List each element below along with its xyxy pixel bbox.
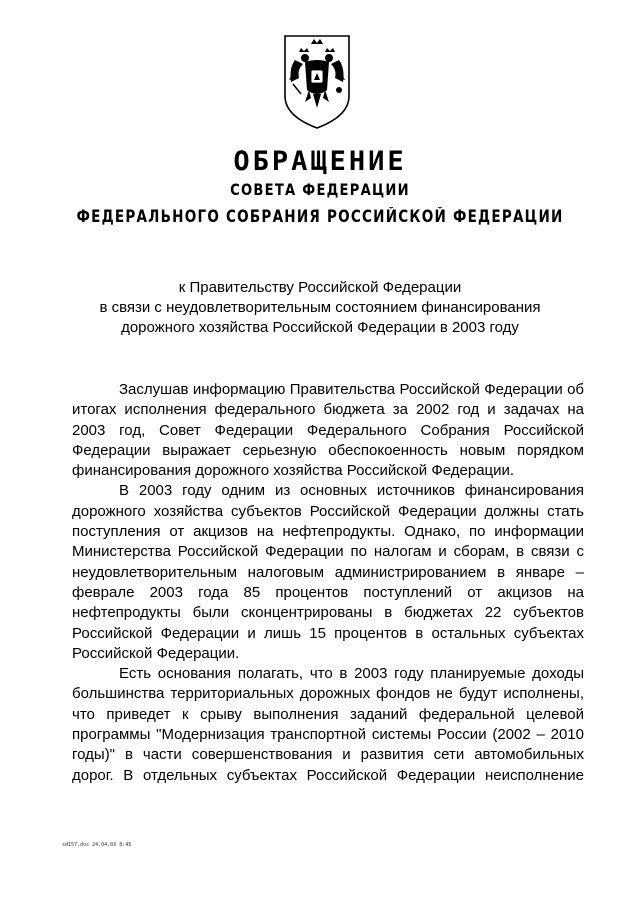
body-paragraph: Заслушав информацию Правительства Российской Федерации об итогах исполнения федерального бюджета за 2002 год и задачах на 2003 год, Совет Федерации Федерального Собрания Российской Федерации выражает серьезную обеспокоенность новым порядком финансирования дорожного хозяйства Российской Федерации. — [72, 381, 584, 480]
document-body — [72, 380, 584, 786]
body-paragraph: В 2003 году одним из основных источников финансирования дорожного хозяйства субъектов Российской Федерации должны стать поступления от акцизов на нефтепродукты. Однако, по информации Министерства Российской Федерации по налогам и сборам, в связи с неудовлетворительным налоговым администрированием в январе – феврале 2003 года 85 процентов поступлений от акцизов на нефтепродукты были сконцентрированы в бюджетах 22 субъектов Российской Федерации и лишь 15 процентов в остальных субъектах Российской Федерации. — [72, 482, 584, 662]
body-paragraph: Есть основания полагать, что в 2003 году планируемые доходы большинства территориальных дорожных фондов не будут исполнены, что приведет к срыву выполнения заданий федеральной целевой программы "Модернизация транспортной системы России (2002 – 2010 годы)" в части совершенствования и развития сети автомобильных дорог. В отдельных субъектах Российской Федерации неисполнение — [72, 665, 584, 784]
document-subtitle-council: СОВЕТА ФЕДЕРАЦИИ — [230, 180, 410, 199]
document-file-code: sd157.doc 24.04.03 8:45 — [62, 842, 132, 848]
subject-line: дорожного хозяйства Российской Федерации в 2003 году — [121, 319, 519, 336]
document-subtitle-assembly: ФЕДЕРАЛЬНОГО СОБРАНИЯ РОССИЙСКОЙ ФЕДЕРАЦИИ — [76, 207, 564, 226]
addressee-line: к Правительству Российской Федерации — [178, 279, 462, 296]
document-title: ОБРАЩЕНИЕ — [233, 146, 407, 177]
subject-line: в связи с неудовлетворительным состоянием финансирования — [99, 299, 541, 316]
coat-of-arms-icon — [281, 32, 353, 130]
addressee-block — [0, 278, 640, 338]
